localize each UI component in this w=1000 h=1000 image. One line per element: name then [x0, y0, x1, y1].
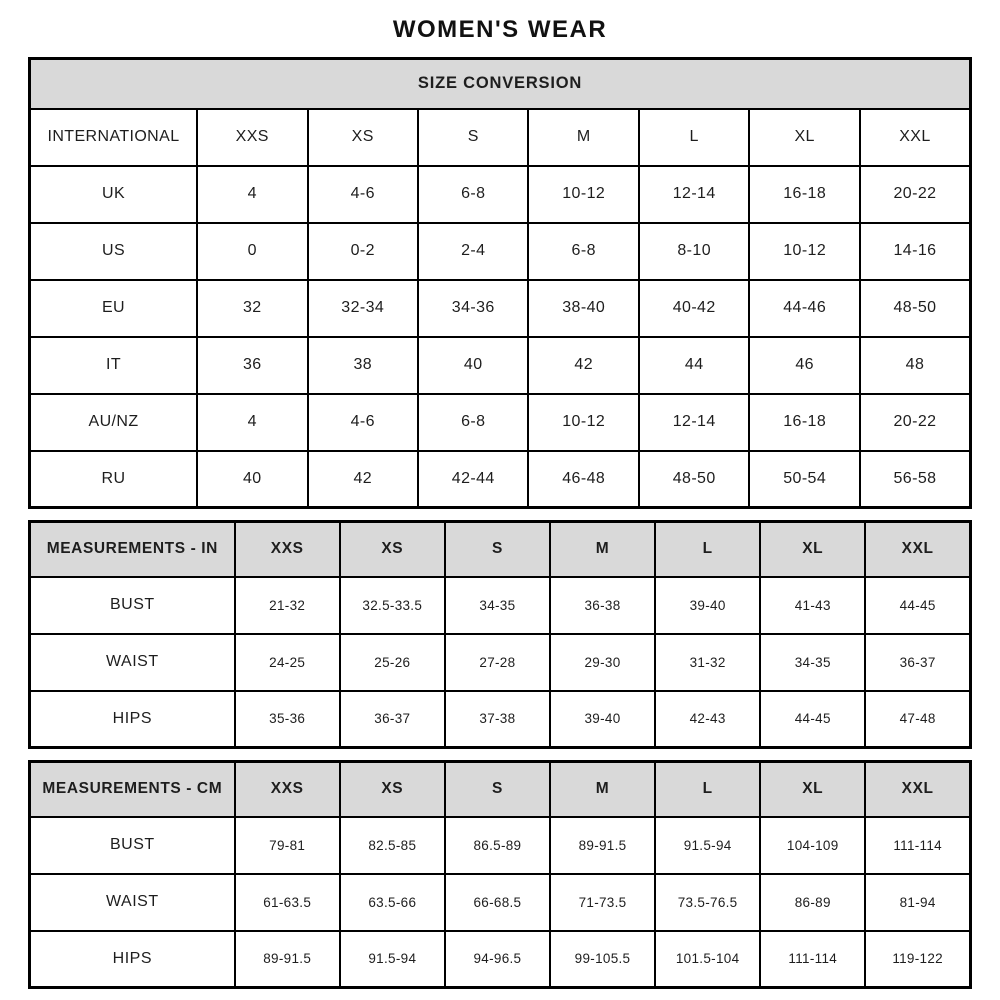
- column-header-xxs: XXS: [235, 762, 340, 817]
- value-cell: 27-28: [445, 634, 550, 691]
- value-cell: 32.5-33.5: [340, 577, 445, 634]
- measurements-in-header-row: [30, 522, 971, 577]
- value-cell: 89-91.5: [235, 931, 340, 988]
- value-cell: 40: [197, 451, 307, 508]
- value-cell: 36-38: [550, 577, 655, 634]
- value-cell: 34-36: [418, 280, 528, 337]
- column-header-s: S: [445, 522, 550, 577]
- value-cell: 6-8: [528, 223, 638, 280]
- value-cell: 39-40: [550, 691, 655, 748]
- value-cell: 48-50: [639, 451, 749, 508]
- value-cell: 119-122: [865, 931, 970, 988]
- value-cell: 42-44: [418, 451, 528, 508]
- column-header-xxl: XXL: [865, 762, 970, 817]
- column-header-s: S: [445, 762, 550, 817]
- value-cell: S: [418, 109, 528, 166]
- column-header-m: M: [550, 762, 655, 817]
- table-row: [30, 394, 971, 451]
- value-cell: 4: [197, 394, 307, 451]
- row-label: EU: [30, 280, 198, 337]
- column-header-xl: XL: [760, 762, 865, 817]
- value-cell: 10-12: [528, 166, 638, 223]
- value-cell: XXL: [860, 109, 971, 166]
- row-label: HIPS: [30, 931, 235, 988]
- column-header-xl: XL: [760, 522, 865, 577]
- value-cell: 48-50: [860, 280, 971, 337]
- value-cell: 40-42: [639, 280, 749, 337]
- value-cell: 31-32: [655, 634, 760, 691]
- size-conversion-title: SIZE CONVERSION: [30, 59, 971, 109]
- value-cell: M: [528, 109, 638, 166]
- value-cell: 16-18: [749, 166, 859, 223]
- table-row: [30, 280, 971, 337]
- value-cell: 25-26: [340, 634, 445, 691]
- row-label: RU: [30, 451, 198, 508]
- measurements-cm-title: MEASUREMENTS - CM: [30, 762, 235, 817]
- column-header-l: L: [655, 762, 760, 817]
- value-cell: 20-22: [860, 394, 971, 451]
- value-cell: 42: [308, 451, 418, 508]
- value-cell: 46-48: [528, 451, 638, 508]
- value-cell: 38: [308, 337, 418, 394]
- value-cell: 99-105.5: [550, 931, 655, 988]
- value-cell: 12-14: [639, 166, 749, 223]
- value-cell: 34-35: [760, 634, 865, 691]
- table-row: [30, 223, 971, 280]
- value-cell: 86-89: [760, 874, 865, 931]
- measurements-cm-header-row: [30, 762, 971, 817]
- row-label: UK: [30, 166, 198, 223]
- value-cell: 79-81: [235, 817, 340, 874]
- page-title: WOMEN'S WEAR: [392, 16, 608, 43]
- value-cell: 101.5-104: [655, 931, 760, 988]
- value-cell: 50-54: [749, 451, 859, 508]
- value-cell: 47-48: [865, 691, 970, 748]
- value-cell: 89-91.5: [550, 817, 655, 874]
- value-cell: L: [639, 109, 749, 166]
- row-label: AU/NZ: [30, 394, 198, 451]
- value-cell: 32-34: [308, 280, 418, 337]
- value-cell: 104-109: [760, 817, 865, 874]
- row-label: US: [30, 223, 198, 280]
- value-cell: 14-16: [860, 223, 971, 280]
- value-cell: 71-73.5: [550, 874, 655, 931]
- column-header-xxl: XXL: [865, 522, 970, 577]
- value-cell: 37-38: [445, 691, 550, 748]
- table-row: [30, 451, 971, 508]
- value-cell: 8-10: [639, 223, 749, 280]
- value-cell: XS: [308, 109, 418, 166]
- value-cell: 82.5-85: [340, 817, 445, 874]
- table-row: [30, 577, 971, 634]
- value-cell: 44-45: [760, 691, 865, 748]
- value-cell: 91.5-94: [340, 931, 445, 988]
- table-row: [30, 166, 971, 223]
- value-cell: 46: [749, 337, 859, 394]
- value-cell: 21-32: [235, 577, 340, 634]
- value-cell: 73.5-76.5: [655, 874, 760, 931]
- column-header-m: M: [550, 522, 655, 577]
- row-label: HIPS: [30, 691, 235, 748]
- value-cell: 16-18: [749, 394, 859, 451]
- value-cell: 35-36: [235, 691, 340, 748]
- size-conversion-table: [28, 57, 972, 509]
- table-row: [30, 634, 971, 691]
- value-cell: 4-6: [308, 166, 418, 223]
- table-row: [30, 109, 971, 166]
- value-cell: 39-40: [655, 577, 760, 634]
- value-cell: 63.5-66: [340, 874, 445, 931]
- value-cell: 0-2: [308, 223, 418, 280]
- value-cell: 38-40: [528, 280, 638, 337]
- value-cell: 10-12: [749, 223, 859, 280]
- value-cell: 40: [418, 337, 528, 394]
- measurements-in-title: MEASUREMENTS - IN: [30, 522, 235, 577]
- value-cell: 42-43: [655, 691, 760, 748]
- table-row: [30, 874, 971, 931]
- table-row: [30, 337, 971, 394]
- row-label: IT: [30, 337, 198, 394]
- value-cell: 4-6: [308, 394, 418, 451]
- value-cell: 0: [197, 223, 307, 280]
- value-cell: 91.5-94: [655, 817, 760, 874]
- table-row: [30, 817, 971, 874]
- value-cell: 56-58: [860, 451, 971, 508]
- value-cell: 81-94: [865, 874, 970, 931]
- column-header-l: L: [655, 522, 760, 577]
- value-cell: 2-4: [418, 223, 528, 280]
- value-cell: 44-46: [749, 280, 859, 337]
- row-label: WAIST: [30, 634, 235, 691]
- column-header-xxs: XXS: [235, 522, 340, 577]
- value-cell: 44-45: [865, 577, 970, 634]
- row-label: WAIST: [30, 874, 235, 931]
- table-row: [30, 931, 971, 988]
- value-cell: 36: [197, 337, 307, 394]
- value-cell: 86.5-89: [445, 817, 550, 874]
- value-cell: 6-8: [418, 394, 528, 451]
- measurements-cm-table: [28, 760, 972, 989]
- value-cell: 42: [528, 337, 638, 394]
- value-cell: 24-25: [235, 634, 340, 691]
- value-cell: 12-14: [639, 394, 749, 451]
- row-label: BUST: [30, 817, 235, 874]
- value-cell: 94-96.5: [445, 931, 550, 988]
- value-cell: 29-30: [550, 634, 655, 691]
- value-cell: 36-37: [865, 634, 970, 691]
- value-cell: 61-63.5: [235, 874, 340, 931]
- value-cell: 32: [197, 280, 307, 337]
- table-title-row: [30, 59, 971, 109]
- value-cell: 34-35: [445, 577, 550, 634]
- measurements-in-table: [28, 520, 972, 749]
- table-row: [30, 691, 971, 748]
- value-cell: 36-37: [340, 691, 445, 748]
- value-cell: 48: [860, 337, 971, 394]
- value-cell: 20-22: [860, 166, 971, 223]
- value-cell: 4: [197, 166, 307, 223]
- column-header-xs: XS: [340, 522, 445, 577]
- value-cell: 10-12: [528, 394, 638, 451]
- value-cell: 44: [639, 337, 749, 394]
- value-cell: 111-114: [760, 931, 865, 988]
- value-cell: 111-114: [865, 817, 970, 874]
- column-header-xs: XS: [340, 762, 445, 817]
- row-label: INTERNATIONAL: [30, 109, 198, 166]
- value-cell: 66-68.5: [445, 874, 550, 931]
- value-cell: XXS: [197, 109, 307, 166]
- value-cell: 41-43: [760, 577, 865, 634]
- value-cell: 6-8: [418, 166, 528, 223]
- row-label: BUST: [30, 577, 235, 634]
- value-cell: XL: [749, 109, 859, 166]
